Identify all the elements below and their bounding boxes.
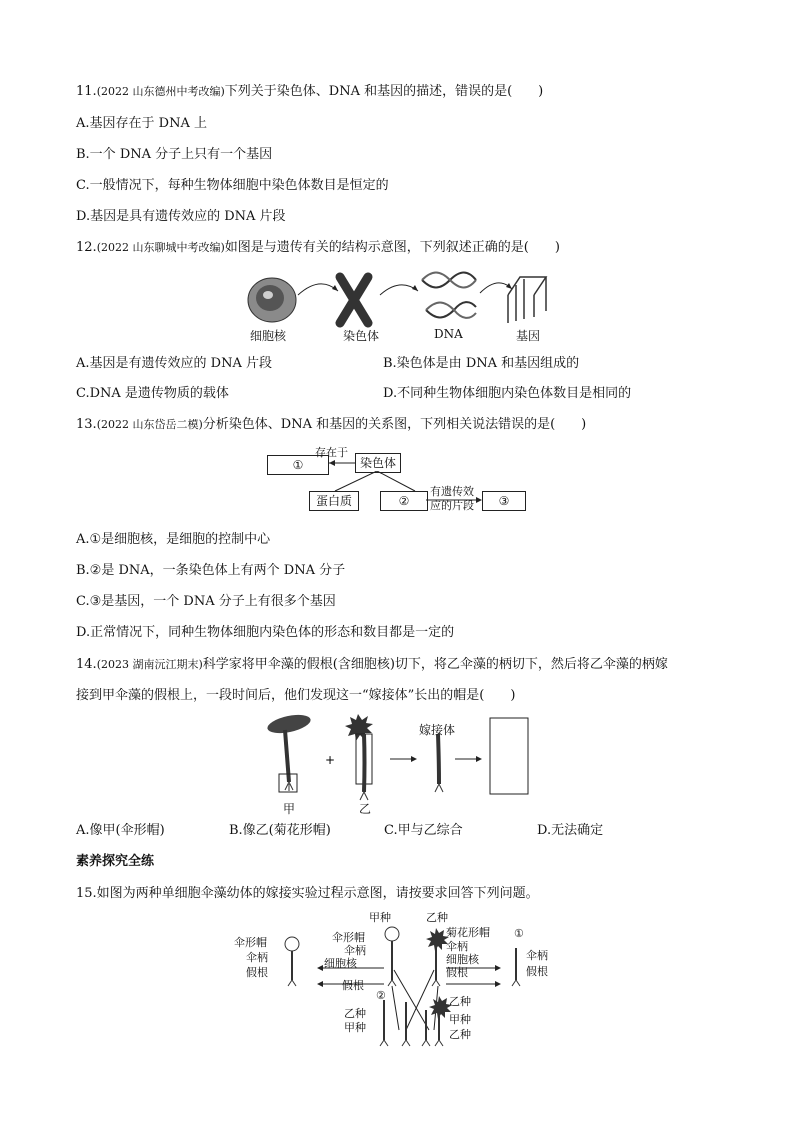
q12-option-c[interactable]: C.DNA 是遗传物质的载体	[76, 386, 229, 401]
q13-source: (2022 山东岱岳二模)	[96, 418, 203, 431]
q11-source: (2022 山东德州中考改编)	[96, 85, 225, 98]
cell-nucleus-illustration	[248, 278, 296, 322]
q13-box-3: ③	[482, 491, 526, 511]
q15-left-umbrella-cap: 伞形帽	[234, 936, 267, 949]
q13-option-b[interactable]: B.②是 DNA，一条染色体上有两个 DNA 分子	[76, 563, 346, 578]
gene-illustration	[508, 277, 546, 323]
q13-stem: 13.(2022 山东岱岳二模)分析染色体、DNA 和基因的关系图，下列相关说法错误的是( )	[76, 417, 587, 432]
q15-right-nucleus: 细胞核	[446, 953, 479, 966]
q11-option-a[interactable]: A.基因存在于 DNA 上	[76, 116, 207, 131]
q15-center-umbrella-cap: 伞形帽	[332, 931, 365, 944]
q14-graft-label: 嫁接体	[419, 723, 456, 737]
q12-label-gene: 基因	[516, 329, 541, 343]
q14-stem-line2: 接到甲伞藻的假根上，一段时间后，他们发现这一“嫁接体”长出的帽是( )	[76, 688, 516, 703]
q15-mark-2: ②	[376, 989, 386, 1002]
q15-center-rhizoid: 假根	[342, 979, 364, 992]
q13-box-chromosome: 染色体	[355, 453, 401, 473]
q15-bottom-right-jia: 甲种	[449, 1013, 471, 1026]
q14-label-yi: 乙	[359, 802, 372, 816]
q15-stem: 15.如图为两种单细胞伞藻幼体的嫁接实验过程示意图，请按要求回答下列问题。	[76, 886, 539, 901]
q15-far-right-stalk: 伞柄	[526, 949, 548, 962]
q14-option-a[interactable]: A.像甲(伞形帽)	[76, 823, 165, 838]
q15-bottom-right-yi: 乙种	[449, 995, 471, 1008]
q12-source: (2022 山东聊城中考改编)	[96, 241, 225, 254]
q13-hereditary-label-1: 有遗传效	[430, 485, 474, 498]
q13-option-d[interactable]: D.正常情况下，同种生物体细胞内染色体的形态和数目都是一定的	[76, 625, 455, 640]
q15-bottom-right-yi-2: 乙种	[449, 1028, 471, 1041]
q12-option-a[interactable]: A.基因是有遗传效应的 DNA 片段	[76, 356, 272, 371]
q14-figure	[255, 712, 535, 822]
q15-figure	[234, 910, 564, 1050]
q11-stem: 11.(2022 山东德州中考改编)下列关于染色体、DNA 和基因的描述，错误的是( )	[76, 84, 544, 99]
q13-box-1: ①	[267, 455, 329, 475]
q14-option-b[interactable]: B.像乙(菊花形帽)	[229, 823, 331, 838]
q13-hereditary-label-2: 应的片段	[430, 499, 474, 512]
q12-option-b[interactable]: B.染色体是由 DNA 和基因组成的	[383, 356, 580, 371]
q11-option-b[interactable]: B.一个 DNA 分子上只有一个基因	[76, 147, 273, 162]
q13-option-a[interactable]: A.①是细胞核，是细胞的控制中心	[76, 532, 271, 547]
q15-yi-zhong-top: 乙种	[426, 911, 448, 924]
q15-left-rhizoid: 假根	[246, 966, 268, 979]
q15-bottom-left-jia: 甲种	[344, 1021, 366, 1034]
q15-left-stalk: 伞柄	[246, 951, 268, 964]
q15-center-nucleus: 细胞核	[324, 957, 357, 970]
q14-option-d[interactable]: D.无法确定	[537, 823, 604, 838]
q13-exists-in-label: 存在于	[315, 446, 348, 459]
q14-option-c[interactable]: C.甲与乙综合	[384, 823, 463, 838]
q14-stem-line1: 14.(2023 湖南沅江期末)科学家将甲伞藻的假根(含细胞核)切下，将乙伞藻的柄切下，然后将乙伞藻的柄嫁	[76, 657, 668, 672]
q11-option-d[interactable]: D.基因是具有遗传效应的 DNA 片段	[76, 209, 286, 224]
q14-plus-sign: +	[325, 753, 336, 767]
q13-option-c[interactable]: C.③是基因，一个 DNA 分子上有很多个基因	[76, 594, 336, 609]
section-heading: 素养探究全练	[76, 854, 155, 869]
q13-box-2: ②	[380, 491, 428, 511]
q12-stem: 12.(2022 山东聊城中考改编)如图是与遗传有关的结构示意图，下列叙述正确的是( )	[76, 240, 560, 255]
q15-right-stalk: 伞柄	[446, 940, 468, 953]
q12-label-chromosome: 染色体	[343, 329, 380, 343]
q15-mark-1: ①	[514, 927, 524, 940]
q12-option-d[interactable]: D.不同种生物体细胞内染色体数目是相同的	[383, 386, 632, 401]
q14-source: (2023 湖南沅江期末)	[96, 658, 203, 671]
q15-bottom-left-yi: 乙种	[344, 1007, 366, 1020]
alga-yi-illustration	[345, 714, 373, 800]
q12-label-dna: DNA	[434, 327, 463, 341]
graft-illustration	[435, 734, 443, 792]
chromosome-illustration	[340, 277, 368, 323]
answer-blank-box	[490, 718, 528, 794]
alga-jia-illustration	[266, 712, 312, 792]
q15-right-rhizoid: 假根	[446, 966, 468, 979]
q12-label-nucleus: 细胞核	[250, 329, 287, 343]
q13-box-protein: 蛋白质	[309, 491, 359, 511]
q11-option-c[interactable]: C.一般情况下，每种生物体细胞中染色体数目是恒定的	[76, 178, 389, 193]
q14-label-jia: 甲	[283, 802, 296, 816]
q13-arrow-right	[426, 493, 486, 505]
q13-relation-diagram	[265, 445, 535, 515]
q15-center-stalk: 伞柄	[344, 944, 366, 957]
dna-helix-illustration	[422, 273, 476, 318]
q15-far-right-rhizoid: 假根	[526, 965, 548, 978]
q15-daisy-cap: 菊花形帽	[446, 926, 490, 939]
q15-jia-zhong-top: 甲种	[369, 911, 391, 924]
q12-figure	[240, 265, 560, 345]
